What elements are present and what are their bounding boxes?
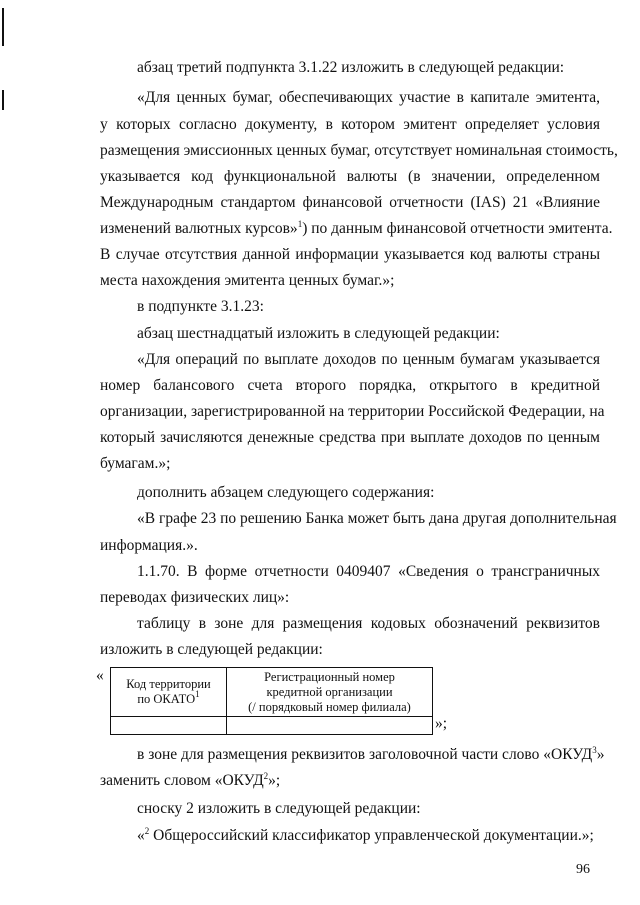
text-line xyxy=(100,454,600,474)
text-line xyxy=(137,483,600,503)
footnote-sup: 2 xyxy=(263,771,269,781)
text-line xyxy=(137,297,600,317)
text-line xyxy=(137,58,600,78)
okato-header-line1: Код территории xyxy=(126,677,211,691)
line-text: изложить в следующей редакции: xyxy=(100,641,323,658)
footnote-sup: 3 xyxy=(592,745,597,755)
text-line xyxy=(137,745,605,765)
text-line xyxy=(137,88,600,108)
text-line xyxy=(100,219,613,239)
line-text: дополнить абзацем следующего содержания: xyxy=(137,484,435,501)
page-number: 96 xyxy=(576,862,590,877)
line-text-continued: ) по данным финансовой отчетности эмитента. xyxy=(302,220,613,237)
line-text: Международным стандартом финансовой отчетности (IAS) 21 «Влияние xyxy=(100,194,600,211)
requisites-table xyxy=(110,667,433,735)
text-line xyxy=(100,245,600,265)
text-line xyxy=(137,350,600,370)
line-text: «Для ценных бумаг, обеспечивающих участие в капитале эмитента, xyxy=(137,89,600,106)
text-line xyxy=(100,141,618,161)
text-line xyxy=(100,271,600,291)
text-line xyxy=(100,193,600,213)
line-text: переводах физических лиц»: xyxy=(100,589,290,606)
text-line xyxy=(100,640,600,660)
text-line xyxy=(100,428,600,448)
text-line xyxy=(137,799,600,819)
line-text: заменить словом «ОКУД xyxy=(100,772,264,789)
line-text: изменений валютных курсов» xyxy=(100,220,298,237)
text-line xyxy=(137,562,600,582)
line-text: «В графе 23 по решению Банка может быть дана другая дополнительная xyxy=(137,510,617,527)
line-text: 1.1.70. В форме отчетности 0409407 «Сведения о трансграничных xyxy=(137,563,600,580)
line-text-continued: »; xyxy=(268,772,281,789)
requisites-table-block xyxy=(96,667,456,737)
line-text-continued: » xyxy=(596,746,605,763)
text-line xyxy=(100,167,600,187)
line-text: таблицу в зоне для размещения кодовых обозначений реквизитов xyxy=(137,615,600,632)
text-line xyxy=(100,115,600,135)
okato-header-line2: по ОКАТО xyxy=(137,692,196,706)
line-text: в зоне для размещения реквизитов заголовочной части слово «ОКУД xyxy=(137,746,593,763)
line-text: «Для операций по выплате доходов по ценным бумагам указывается xyxy=(137,351,600,368)
text-line xyxy=(137,324,600,344)
line-text: абзац третий подпункта 3.1.22 изложить в следующей редакции: xyxy=(137,59,565,76)
line-text: абзац шестнадцатый изложить в следующей редакции: xyxy=(137,325,500,342)
table-header-okato xyxy=(111,668,227,717)
text-line xyxy=(100,771,600,791)
line-text: В случае отсутствия данной информации указывается код валюты страны xyxy=(100,246,600,263)
margin-revision-mark xyxy=(2,90,4,110)
line-text: номер балансового счета второго порядка, открытого в кредитной xyxy=(100,377,600,394)
table-open-quote: « xyxy=(96,667,104,684)
line-text: указывается код функциональной валюты (в значении, определенном xyxy=(100,168,600,185)
line-text: « xyxy=(137,827,145,844)
regnum-header-line3: (/ порядковый номер филиала) xyxy=(248,699,411,714)
line-text: места нахождения эмитента ценных бумаг.»; xyxy=(100,272,395,289)
table-header-regnum xyxy=(227,668,433,717)
text-line xyxy=(137,614,600,634)
text-line xyxy=(137,826,600,846)
footnote-sup: 1 xyxy=(297,219,303,229)
table-cell-regnum-value xyxy=(227,717,433,735)
text-line xyxy=(100,376,600,396)
text-line xyxy=(100,588,600,608)
line-text-continued: Общероссийский классификатор управленческой документации.»; xyxy=(149,827,594,844)
regnum-header-line2: кредитной организации xyxy=(266,684,393,699)
margin-revision-mark xyxy=(2,8,4,46)
line-text: в подпункте 3.1.23: xyxy=(137,298,264,315)
line-text: который зачисляются денежные средства при выплате доходов по ценным xyxy=(100,429,600,446)
okato-footnote-sup: 1 xyxy=(195,689,200,699)
line-text: сноску 2 изложить в следующей редакции: xyxy=(137,800,421,817)
line-text: у которых согласно документу, в котором эмитент определяет условия xyxy=(100,116,600,133)
line-text: организации, зарегистрированной на территории Российской Федерации, на xyxy=(100,403,605,420)
line-text: информация.». xyxy=(100,537,198,554)
line-text: бумагам.»; xyxy=(100,455,171,472)
regnum-header-line1: Регистрационный номер xyxy=(264,669,395,684)
table-close-quote: »; xyxy=(435,715,448,732)
text-line xyxy=(137,509,617,529)
table-cell-okato-value xyxy=(111,717,227,735)
text-line xyxy=(100,536,600,556)
line-text: размещения эмиссионных ценных бумаг, отсутствует номинальная стоимость, xyxy=(100,142,618,159)
text-line xyxy=(100,402,605,422)
footnote-sup: 2 xyxy=(144,826,150,836)
